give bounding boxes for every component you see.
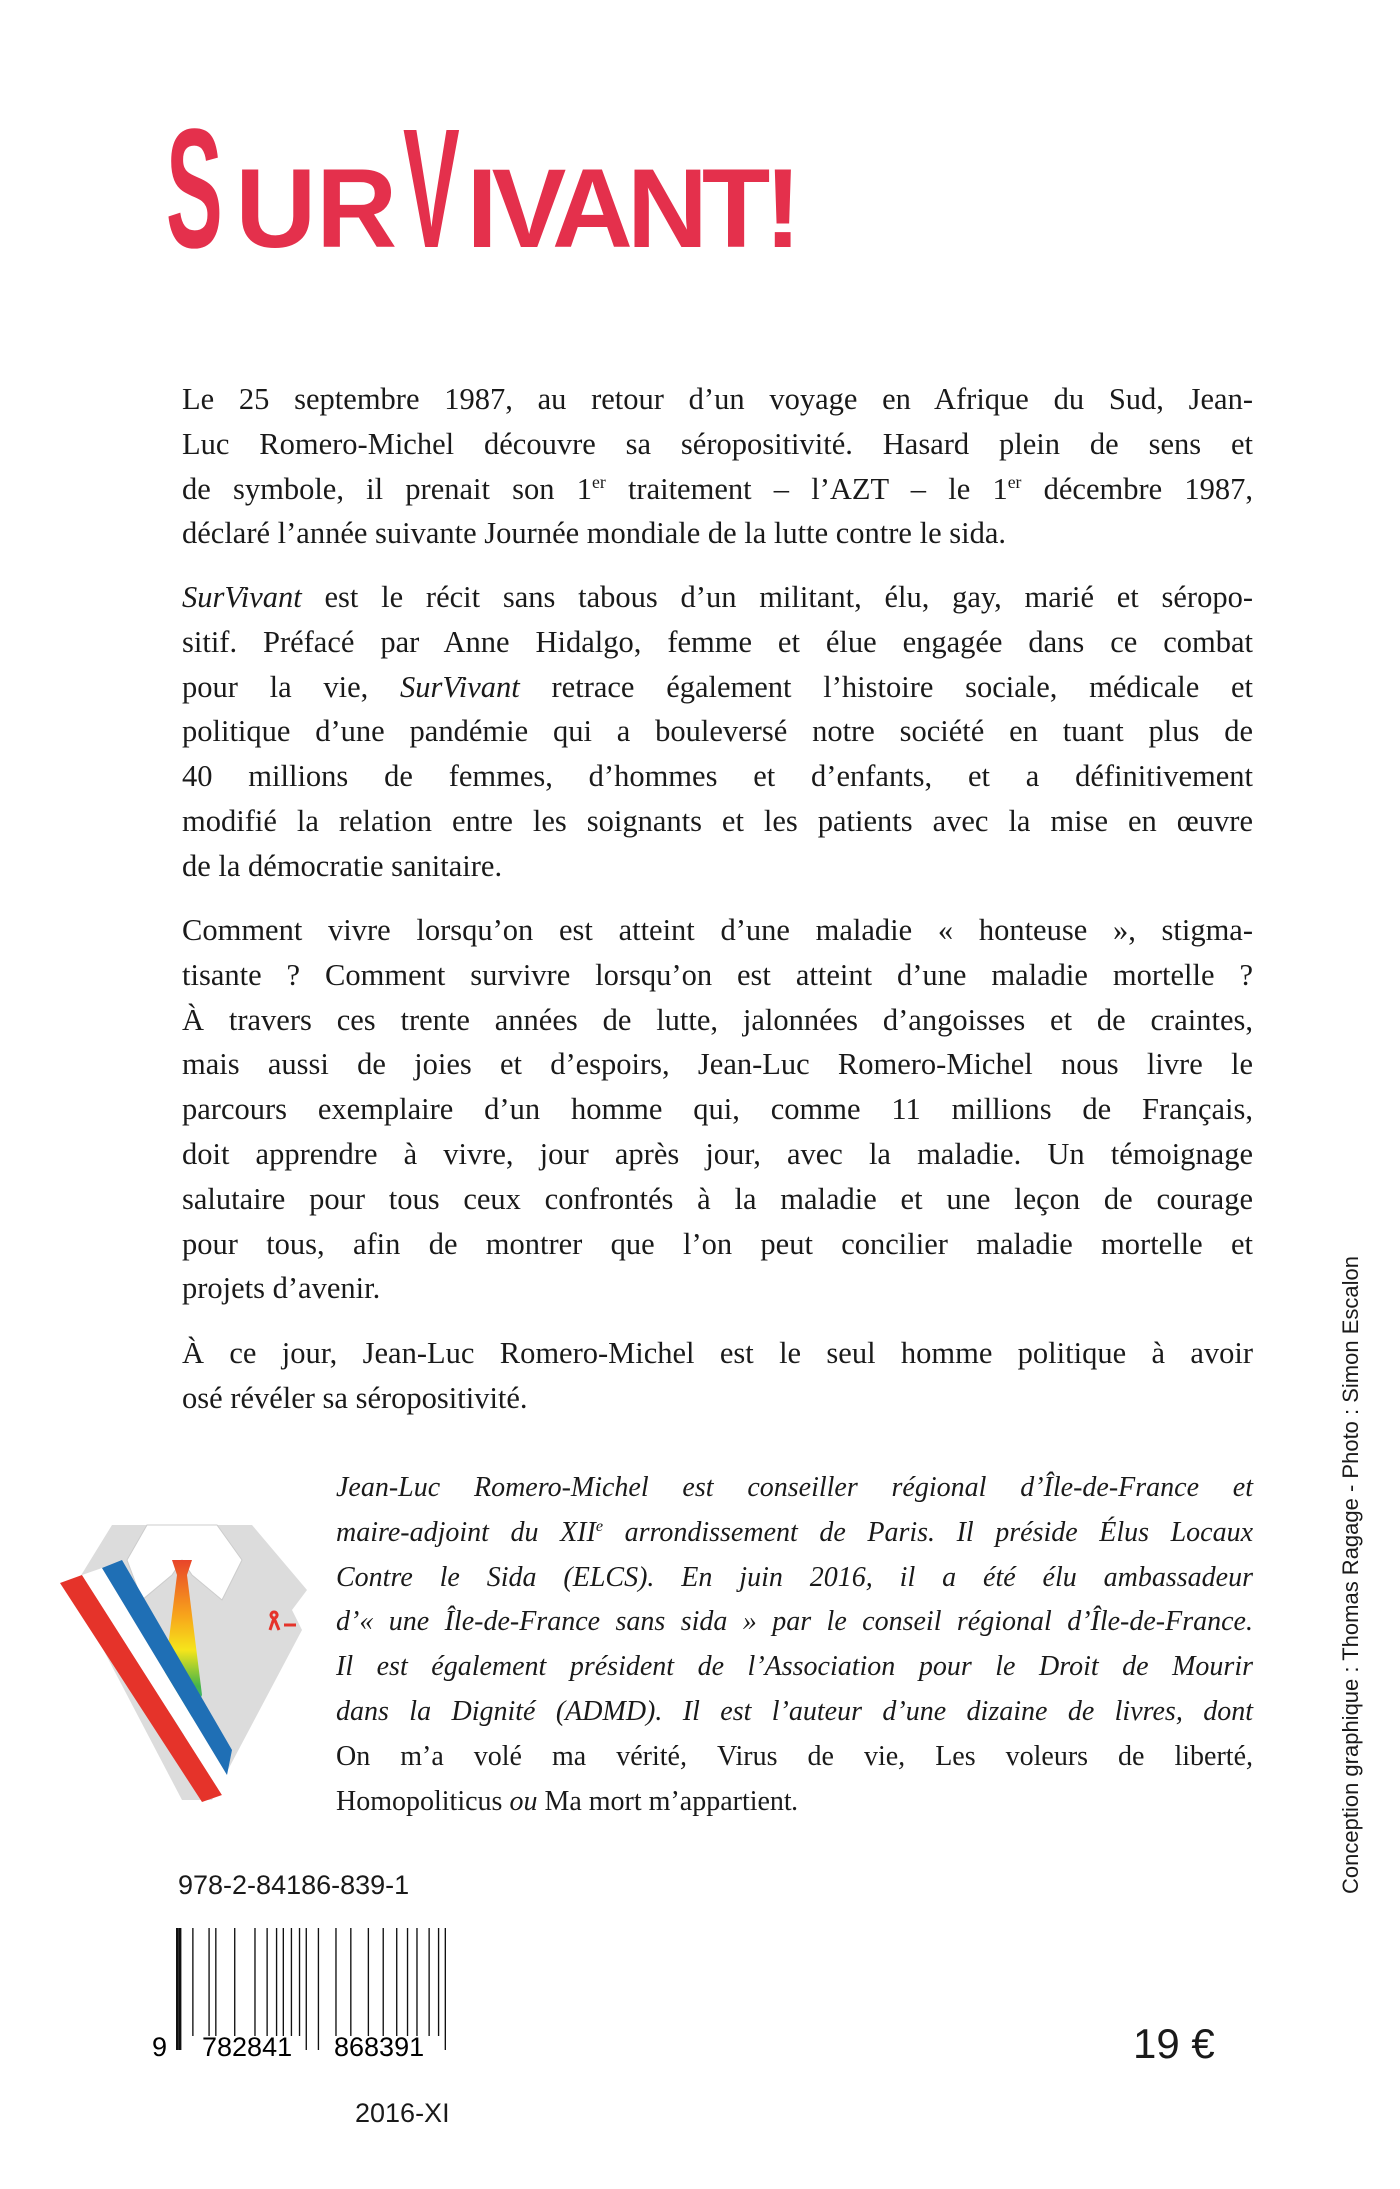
text-line: [336, 1466, 1253, 1511]
barcode-bar: [179, 1928, 182, 2050]
barcode-bar: [350, 1928, 351, 2036]
barcode-digit-first: 9: [152, 2032, 168, 2060]
barcode-bar: [192, 1928, 193, 2036]
text-segment: arrondissement de Paris. Il préside Élus Locaux: [603, 1516, 1253, 1548]
text-segment: projets d’avenir.: [182, 1271, 381, 1306]
text-segment: À travers ces trente années de lutte, jalonnées d’angoisses et de craintes,: [182, 1002, 1253, 1037]
text-segment: À ce jour, Jean-Luc Romero-Michel est le seul homme politique à avoir: [182, 1336, 1253, 1370]
barcode-bar: [176, 1928, 179, 2050]
title-s: S: [166, 94, 223, 284]
text-segment: er: [592, 471, 606, 492]
text-segment: traitement – l’AZT – le 1: [605, 471, 1008, 506]
text-segment: dans la Dignité (ADMD). Il est l’auteur d’une dizaine de livres, dont: [336, 1695, 1253, 1727]
barcode-bar: [299, 1928, 300, 2036]
text-segment: modifié la relation entre les soignants et les patients avec la mise en œuvre: [182, 803, 1253, 838]
isbn: 978-2-84186-839-1: [178, 1870, 410, 1900]
barcode-bar: [306, 1928, 307, 2050]
text-segment: .: [791, 1785, 799, 1817]
text-line: [182, 1331, 1253, 1376]
text-line: [182, 709, 1253, 754]
text-line: [336, 1690, 1253, 1735]
barcode-bar: [335, 1928, 336, 2036]
text-segment: SurVivant: [400, 669, 520, 704]
text-segment: ,: [1246, 1740, 1254, 1772]
price: 19 €: [1133, 2020, 1215, 2067]
text-line: [182, 844, 1253, 889]
barcode-bar: [208, 1928, 209, 2036]
barcode-bar: [283, 1928, 284, 2036]
title-v: V: [403, 94, 460, 284]
barcode-bar: [368, 1928, 369, 2036]
text-segment: politique d’une pandémie qui a bouleversé notre société en tuant plus de: [182, 714, 1253, 749]
text-segment: SurVivant: [182, 580, 302, 614]
text-line: [182, 1132, 1253, 1177]
text-segment: décembre 1987,: [1021, 471, 1254, 506]
barcode-bar: [215, 1928, 216, 2036]
text-segment: Contre le Sida (ELCS). En juin 2016, il a été élu ambassadeur: [336, 1561, 1253, 1593]
text-segment: de symbole, il prenait son 1: [182, 471, 592, 506]
text-segment: Luc Romero-Michel découvre sa séropositivité. Hasard plein de sens et: [182, 426, 1253, 461]
barcode-bar: [438, 1928, 439, 2036]
barcode-bar: [266, 1928, 267, 2036]
text-segment: de la démocratie sanitaire.: [182, 848, 503, 883]
barcode-bar: [407, 1928, 408, 2036]
text-line: [182, 908, 1253, 953]
text-line: [182, 799, 1253, 844]
barcode-bar: [428, 1928, 429, 2036]
text-line: [182, 998, 1253, 1043]
paragraph-2: [182, 575, 1253, 889]
text-segment: déclaré l’année suivante Journée mondiale de la lutte contre le sida.: [182, 516, 1006, 551]
text-line: [336, 1511, 1253, 1556]
barcode-bar: [445, 1928, 446, 2050]
text-segment: ,: [679, 1740, 717, 1772]
text-line: [336, 1600, 1253, 1645]
text-segment: 40 millions de femmes, d’hommes et d’enfants, et a définitivement: [182, 759, 1253, 794]
text-segment: retrace également l’histoire sociale, médicale et: [519, 669, 1253, 704]
text-segment: doit apprendre à vivre, jour après jour, avec la maladie. Un témoignage: [182, 1136, 1253, 1171]
book-title: Les voleurs de liberté: [935, 1740, 1247, 1772]
text-segment: d’« une Île-de-France sans sida » par le conseil régional d’Île-de-France.: [336, 1606, 1253, 1638]
text-line: [182, 377, 1253, 422]
text-segment: pour tous, afin de montrer que l’on peut concilier maladie mortelle et: [182, 1226, 1253, 1261]
text-segment: Il est également président de l’Association pour le Droit de Mourir: [336, 1651, 1253, 1683]
book-title: On m’a volé ma vérité: [336, 1740, 680, 1772]
text-segment: Jean-Luc Romero-Michel est conseiller régional d’Île-de-France et: [336, 1472, 1253, 1503]
text-line: [182, 1087, 1253, 1132]
text-segment: pour la vie,: [182, 669, 401, 704]
barcode-bar: [396, 1928, 397, 2036]
paragraph-3: [182, 908, 1253, 1311]
text-segment: e: [595, 1517, 604, 1536]
text-line: [182, 422, 1253, 467]
author-bio: [336, 1466, 1253, 1824]
text-segment: est le récit sans tabous d’un militant, élu, gay, marié et séropo-: [301, 580, 1253, 614]
text-segment: sitif. Préfacé par Anne Hidalgo, femme et élue engagée dans ce combat: [182, 624, 1253, 659]
text-segment: tisante ? Comment survivre lorsqu’on est atteint d’une maladie mortelle ?: [182, 957, 1253, 992]
barcode: [152, 1920, 472, 2060]
text-line: [182, 1177, 1253, 1222]
text-line: [336, 1780, 1253, 1825]
barcode-bar: [254, 1928, 255, 2036]
text-segment: Le 25 septembre 1987, au retour d’un voyage en Afrique du Sud, Jean-: [182, 382, 1253, 416]
text-line: [182, 665, 1253, 710]
barcode-digits-right: 868391: [334, 2032, 425, 2060]
barcode-digits-left: 782841: [202, 2032, 293, 2060]
edition-code: 2016-XI: [355, 2098, 450, 2128]
text-line: [182, 511, 1253, 556]
book-title: [166, 94, 802, 284]
paragraph-1: [182, 377, 1253, 556]
text-segment: mais aussi de joies et d’espoirs, Jean-Luc Romero-Michel nous livre le: [182, 1047, 1253, 1082]
text-segment: parcours exemplaire d’un homme qui, comme 11 millions de Français,: [182, 1092, 1253, 1127]
paragraph-4: [182, 1331, 1253, 1421]
barcode-bar: [383, 1928, 384, 2036]
text-line: [182, 754, 1253, 799]
barcode-bar: [416, 1928, 417, 2036]
text-segment: ou: [502, 1785, 545, 1817]
text-line: [182, 1376, 1253, 1421]
text-line: [182, 1266, 1253, 1311]
text-line: [182, 467, 1253, 512]
title-ur: UR: [235, 146, 398, 271]
text-line: [336, 1556, 1253, 1601]
book-title: Virus de vie: [716, 1740, 899, 1772]
text-segment: osé révéler sa séropositivité.: [182, 1380, 528, 1415]
text-line: [336, 1735, 1253, 1780]
text-segment: ,: [898, 1740, 936, 1772]
title-ivant: IVANT: [466, 146, 765, 271]
barcode-bar: [318, 1928, 319, 2050]
barcode-bar: [234, 1928, 235, 2036]
barcode-bar: [291, 1928, 292, 2036]
title-exclamation: !: [764, 146, 802, 271]
text-line: [182, 1222, 1253, 1267]
suit-sash-illustration: [52, 1480, 322, 1815]
photo-credit: Conception graphique : Thomas Ragage - Photo : Simon Escalon: [1338, 1256, 1363, 1894]
text-line: [182, 620, 1253, 665]
text-line: [182, 953, 1253, 998]
text-segment: maire-adjoint du XII: [336, 1516, 596, 1548]
text-segment: er: [1007, 471, 1022, 492]
book-title: Ma mort m’appartient: [544, 1785, 792, 1817]
text-line: [336, 1645, 1253, 1690]
text-segment: Comment vivre lorsqu’on est atteint d’une maladie « honteuse », stigma-: [182, 913, 1253, 947]
barcode-bar: [276, 1928, 277, 2036]
book-title: Homopoliticus: [336, 1785, 503, 1817]
text-line: [182, 1042, 1253, 1087]
text-line: [182, 575, 1253, 620]
text-segment: salutaire pour tous ceux confrontés à la maladie et une leçon de courage: [182, 1181, 1253, 1216]
